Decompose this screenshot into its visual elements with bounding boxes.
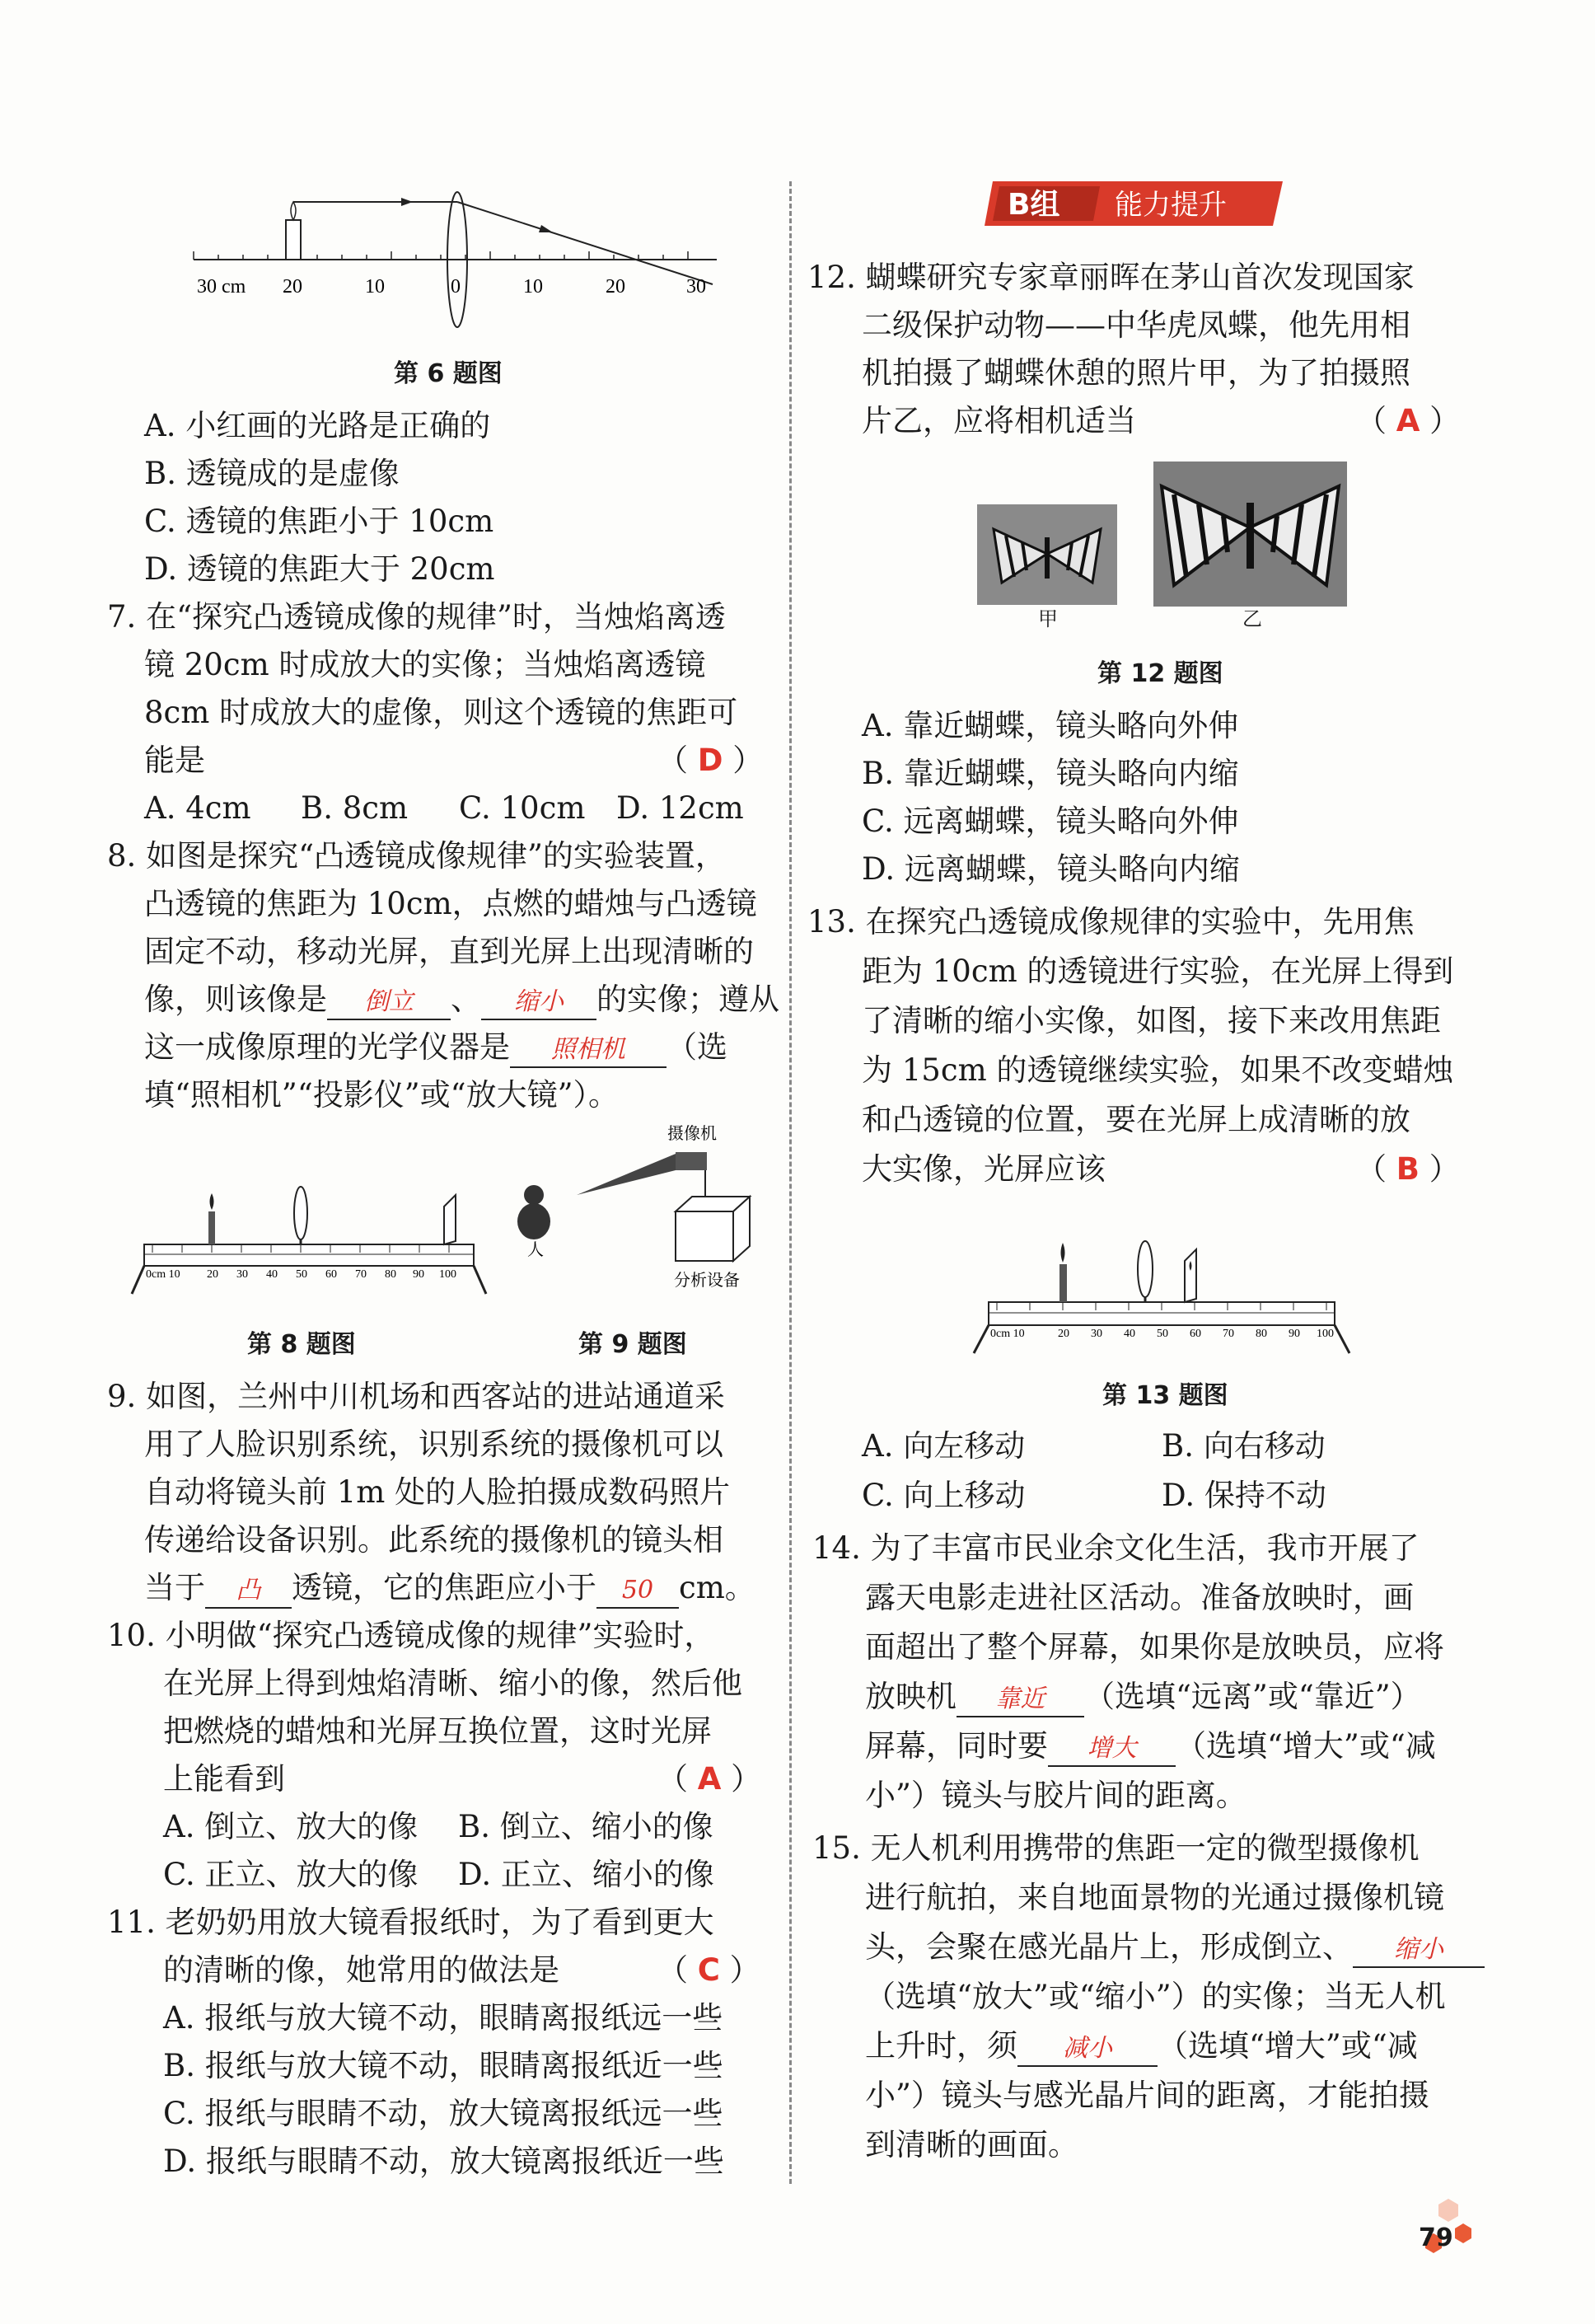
q7-line: 镜 20cm 时成放大的实像；当烛焰离透镜 (144, 647, 706, 682)
q14-text: （选填“增大”或“减 (1176, 1728, 1436, 1764)
q7-option-d: D. 12cm (616, 790, 744, 826)
q14-line: 14. 为了丰富市民业余文化生活，我市开展了 (812, 1530, 1420, 1566)
photo-a-label: 甲 (1038, 607, 1058, 630)
q14-blank-2: 增大 (1048, 1732, 1176, 1767)
fig13-scale-label: 70 (1223, 1328, 1234, 1340)
q14-blank-1: 靠近 (957, 1683, 1084, 1717)
fig6-tick-label: 10 (523, 276, 543, 298)
fig8-scale-label: 90 (413, 1268, 424, 1281)
q9-line-5 (144, 1564, 755, 1612)
figure-8-diagram (128, 1162, 490, 1302)
q13-line: 为 15cm 的透镜继续实验，如果不改变蜡烛 (862, 1052, 1454, 1088)
q15-text: 头，会聚在感光晶片上，形成倒立、 (865, 1929, 1353, 1965)
q11-option-d: D. 报纸与眼睛不动，放大镜离报纸近一些 (163, 2144, 724, 2179)
fig13-scale-label: 90 (1289, 1328, 1300, 1340)
q14-text: 屏幕，同时要 (865, 1728, 1048, 1764)
q11-answer-letter: C (697, 1952, 720, 1988)
q8-text: 的实像；遵从 (596, 982, 779, 1017)
q10-option-b: B. 倒立、缩小的像 (458, 1809, 713, 1844)
q12-line: 二级保护动物——中华虎凤蝶，他先用相 (862, 307, 1410, 343)
figure-9-diagram (503, 1121, 766, 1302)
section-badge: B组 (1008, 188, 1060, 222)
q9-text: 透镜，它的焦距应小于 (292, 1570, 596, 1605)
q13-option-b: B. 向右移动 (1162, 1428, 1326, 1464)
fig9-person-label: 人 (527, 1239, 544, 1259)
q15-line: （选填“放大”或“缩小”）的实像；当无人机 (865, 1979, 1446, 2014)
fig13-scale-label: 50 (1157, 1328, 1168, 1340)
q8-line: 8. 如图是探究“凸透镜成像规律”的实验装置， (107, 838, 726, 874)
q8-blank-3: 照相机 (510, 1033, 667, 1068)
q12-line: 机拍摄了蝴蝶休憩的照片甲，为了拍摄照 (862, 355, 1410, 391)
fig8-scale-label: 100 (439, 1268, 456, 1281)
q11-option-c: C. 报纸与眼睛不动，放大镜离报纸远一些 (163, 2096, 723, 2131)
fig6-tick-label: 20 (606, 276, 625, 298)
q11-option-b: B. 报纸与放大镜不动，眼睛离报纸近一些 (163, 2048, 723, 2083)
figure-9-caption: 第 9 题图 (578, 1330, 687, 1359)
q15-line-3 (865, 1923, 1485, 1971)
q12-option-d: D. 远离蝴蝶，镜头略向内缩 (862, 851, 1240, 887)
figure-6-caption: 第 6 题图 (394, 359, 503, 388)
fig8-scale-label: 20 (207, 1268, 218, 1281)
q14-line: 小”）镜头与胶片间的距离。 (865, 1778, 1247, 1813)
q15-text: （选填“增大”或“减 (1158, 2028, 1418, 2064)
q9-blank-2: 50 (596, 1574, 679, 1609)
q11-line: 的清晰的像，她常用的做法是 (163, 1952, 559, 1988)
q9-text: 当于 (144, 1570, 205, 1605)
q13-option-c: C. 向上移动 (862, 1478, 1026, 1513)
q9-line: 传递给设备识别。此系统的摄像机的镜头相 (144, 1522, 723, 1558)
q15-line: 进行航拍，来自地面景物的光通过摄像机镜 (865, 1880, 1444, 1915)
figure-8-caption: 第 8 题图 (247, 1330, 356, 1359)
figure-13-caption: 第 13 题图 (1102, 1381, 1228, 1410)
q8-line: 凸透镜的焦距为 10cm，点燃的蜡烛与凸透镜 (144, 886, 757, 921)
q12-option-b: B. 靠近蝴蝶，镜头略向内缩 (862, 756, 1239, 791)
column-divider (789, 181, 792, 2184)
q12-option-a: A. 靠近蝴蝶，镜头略向外伸 (862, 708, 1239, 743)
fig13-scale-label: 20 (1058, 1328, 1069, 1340)
q11-option-a: A. 报纸与放大镜不动，眼睛离报纸远一些 (163, 2000, 723, 2036)
q13-line: 和凸透镜的位置，要在光屏上成清晰的放 (862, 1102, 1410, 1137)
fig8-scale-label: 60 (325, 1268, 337, 1281)
fig13-scale-label: 100 (1317, 1328, 1334, 1340)
fig6-tick-label: 10 (365, 276, 385, 298)
fig9-camera-label: 摄像机 (667, 1123, 717, 1143)
q9-line: 自动将镜头前 1m 处的人脸拍摄成数码照片 (144, 1474, 731, 1510)
fig13-scale-label: 80 (1256, 1328, 1267, 1340)
fig13-scale-label: 30 (1091, 1328, 1102, 1340)
q10-line: 把燃烧的蜡烛和光屏互换位置，这时光屏 (163, 1713, 712, 1749)
q12-answer-letter: A (1396, 403, 1420, 438)
q8-line-4 (144, 976, 779, 1024)
q13-answer: （ B ） (1356, 1151, 1460, 1187)
fig6-tick-label: 20 (283, 276, 302, 298)
q14-line: 面超出了整个屏幕，如果你是放映员，应将 (865, 1629, 1444, 1665)
q6-option-b: B. 透镜成的是虚像 (144, 456, 400, 491)
q8-text: （选 (667, 1029, 727, 1065)
q7-option-a: A. 4cm (144, 790, 251, 826)
section-title: 能力提升 (1115, 189, 1227, 222)
q9-line: 用了人脸识别系统，识别系统的摄像机可以 (144, 1427, 723, 1462)
q10-line: 在光屏上得到烛焰清晰、缩小的像，然后他 (163, 1666, 742, 1701)
q15-text: 上升时，须 (865, 2028, 1017, 2064)
q10-option-a: A. 倒立、放大的像 (163, 1809, 419, 1844)
butterfly-photo-a (977, 504, 1117, 605)
q13-option-d: D. 保持不动 (1162, 1478, 1326, 1513)
fig8-scale-label: 40 (266, 1268, 278, 1281)
fig6-tick-label: 0 (451, 276, 461, 298)
q12-option-c: C. 远离蝴蝶，镜头略向外伸 (862, 804, 1239, 839)
q13-option-a: A. 向左移动 (862, 1428, 1026, 1464)
fig8-scale-label: 30 (236, 1268, 248, 1281)
q13-line: 距为 10cm 的透镜进行实验，在光屏上得到 (862, 953, 1454, 989)
q12-line: 12. 蝴蝶研究专家章丽晖在茅山首次发现国家 (807, 260, 1415, 295)
fig8-scale-label: 50 (296, 1268, 307, 1281)
fig8-scale-label: 0cm 10 (146, 1268, 180, 1281)
q14-line: 露天电影走进社区活动。准备放映时，画 (865, 1580, 1414, 1615)
q10-line: 10. 小明做“探究凸透镜成像的规律”实验时， (107, 1618, 715, 1653)
q8-blank-2: 缩小 (481, 986, 596, 1020)
q7-line: 7. 在“探究凸透镜成像的规律”时，当烛焰离透 (107, 599, 726, 635)
figure-6-diagram (185, 177, 729, 334)
photo-b-label: 乙 (1242, 607, 1262, 630)
q13-line: 13. 在探究凸透镜成像规律的实验中，先用焦 (807, 904, 1415, 939)
q8-blank-1: 倒立 (327, 986, 451, 1020)
q7-option-b: B. 8cm (301, 790, 409, 826)
q8-line: 填“照相机”“投影仪”或“放大镜”）。 (144, 1077, 619, 1113)
section-banner (985, 175, 1289, 232)
fig6-tick-label: 30 (686, 276, 706, 298)
q15-line: 15. 无人机利用携带的焦距一定的微型摄像机 (812, 1830, 1420, 1866)
q11-line: 11. 老奶奶用放大镜看报纸时，为了看到更大 (107, 1905, 714, 1940)
q15-line: 小”）镜头与感光晶片间的距离，才能拍摄 (865, 2078, 1429, 2113)
q10-option-c: C. 正立、放大的像 (163, 1857, 419, 1892)
fig6-tick-label: 30 cm (197, 276, 246, 298)
q15-blank-2: 减小 (1017, 2032, 1158, 2067)
q14-text: 放映机 (865, 1679, 957, 1714)
q8-text: 、 (451, 982, 481, 1017)
q15-line-5 (865, 2022, 1418, 2070)
page-number: 79 (1419, 2223, 1453, 2252)
q14-line-5 (865, 1722, 1436, 1770)
q7-line: 8cm 时成放大的虚像，则这个透镜的焦距可 (144, 695, 738, 730)
q10-line: 上能看到 (163, 1761, 285, 1797)
q10-option-d: D. 正立、缩小的像 (458, 1857, 714, 1892)
q9-text: cm。 (679, 1570, 755, 1605)
fig13-scale-label: 40 (1124, 1328, 1135, 1340)
fig13-scale-label: 0cm 10 (990, 1328, 1025, 1340)
q9-line: 9. 如图，兰州中川机场和西客站的进站通道采 (107, 1379, 726, 1414)
q13-line: 了清晰的缩小实像，如图，接下来改用焦距 (862, 1003, 1441, 1038)
fig8-scale-label: 70 (355, 1268, 367, 1281)
q6-option-c: C. 透镜的焦距小于 10cm (144, 504, 494, 539)
q14-text: （选填“远离”或“靠近”） (1084, 1679, 1421, 1714)
q10-answer-letter: A (697, 1761, 722, 1797)
q15-line: 到清晰的画面。 (865, 2127, 1078, 2162)
q13-line: 大实像，光屏应该 (862, 1151, 1106, 1187)
q7-line: 能是 (144, 743, 205, 778)
q9-blank-1: 凸 (205, 1574, 292, 1609)
q12-answer: （ A ） (1356, 403, 1461, 438)
figure-13-diagram (964, 1220, 1359, 1360)
fig8-scale-label: 80 (385, 1268, 396, 1281)
butterfly-photo-b (1153, 462, 1347, 607)
q8-text: 这一成像原理的光学仪器是 (144, 1029, 510, 1065)
q14-line-4 (865, 1673, 1421, 1721)
q15-blank-1: 缩小 (1353, 1933, 1485, 1968)
figure-12-caption: 第 12 题图 (1097, 659, 1223, 688)
q12-line: 片乙，应将相机适当 (862, 403, 1136, 438)
q8-line: 固定不动，移动光屏，直到光屏上出现清晰的 (144, 934, 754, 969)
q8-line-5 (144, 1024, 727, 1071)
q10-answer: （ A ） (657, 1761, 762, 1797)
fig9-device-label: 分析设备 (674, 1270, 740, 1290)
fig13-scale-label: 60 (1190, 1328, 1201, 1340)
q8-text: 像，则该像是 (144, 982, 327, 1017)
q11-answer: （ C ） (657, 1952, 760, 1988)
q6-option-a: A. 小红画的光路是正确的 (144, 408, 491, 443)
q7-answer-letter: D (697, 743, 723, 778)
q13-answer-letter: B (1396, 1151, 1420, 1187)
q7-answer: （ D ） (657, 743, 764, 778)
q6-option-d: D. 透镜的焦距大于 20cm (144, 551, 495, 587)
q7-option-c: C. 10cm (459, 790, 586, 826)
